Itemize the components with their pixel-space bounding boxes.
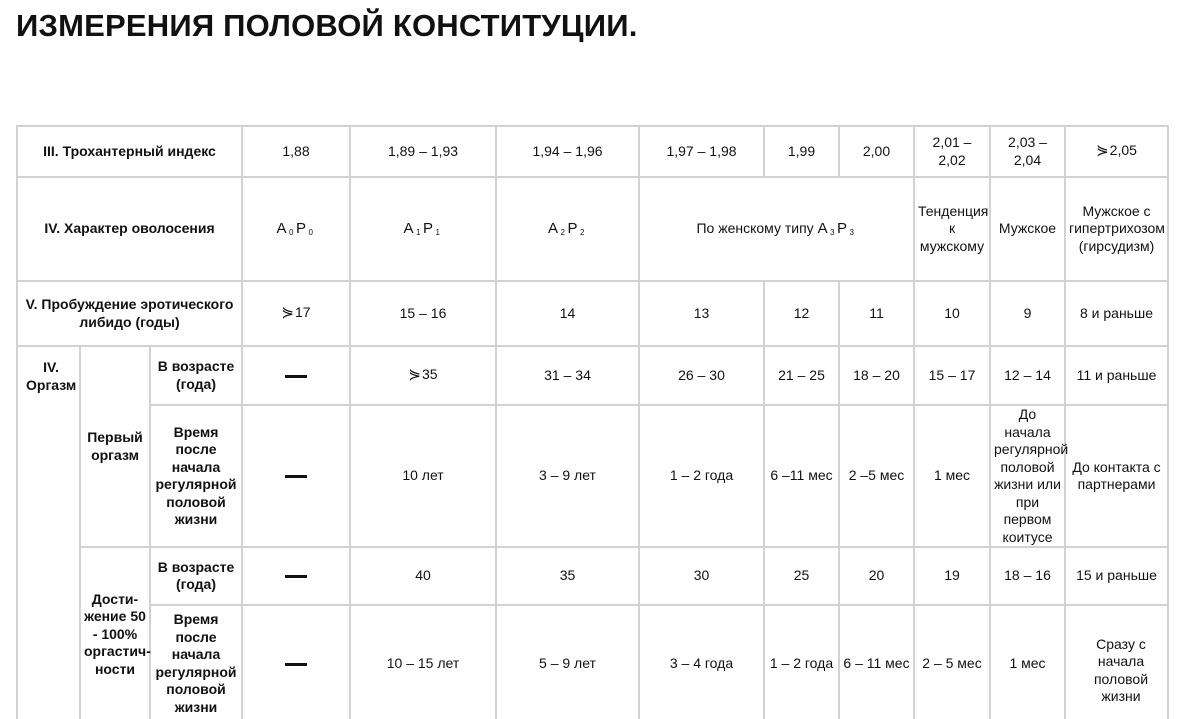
table-cell: 15 и раньше — [1065, 547, 1168, 605]
table-cell: 1 мес — [914, 405, 990, 547]
table-cell: Тенденция к мужскому — [914, 177, 990, 281]
table-cell: 10 — [914, 281, 990, 346]
libido-label: V. Пробуждение эротического либидо (годы) — [17, 281, 242, 346]
table-row-first-time — [17, 405, 1168, 547]
table-cell: 1,94 – 1,96 — [496, 126, 639, 177]
gte-icon: ⋟ — [1096, 142, 1109, 160]
table-cell: 3 – 4 года — [639, 605, 764, 719]
formula-a0p0: A $_0$ P $_0$ — [276, 219, 314, 237]
table-cell: 13 — [639, 281, 764, 346]
formula-a2p2: A $_2$ P $_2$ — [548, 219, 585, 237]
table-cell: 1 – 2 года — [639, 405, 764, 547]
table-cell: 2 – 5 мес — [914, 605, 990, 719]
table-cell: 21 – 25 — [764, 346, 839, 405]
table-cell: 1,88 — [242, 126, 350, 177]
table-cell: 20 — [839, 547, 914, 605]
table-cell: До начала регулярной половой жизни или при первом коитусе — [990, 405, 1065, 547]
table-cell: 8 и раньше — [1065, 281, 1168, 346]
table-row-reach-age — [17, 547, 1168, 605]
dash-icon — [285, 575, 307, 578]
table-cell: 18 – 20 — [839, 346, 914, 405]
table-cell: 10 – 15 лет — [350, 605, 496, 719]
table-row-libido — [17, 281, 1168, 346]
first-time-label: Время после начала регулярной половой жизни — [150, 405, 242, 547]
table-cell: 30 — [639, 547, 764, 605]
table-cell: 2,03 – 2,04 — [990, 126, 1065, 177]
table-cell: Сразу с начала половой жизни — [1065, 605, 1168, 719]
table-cell: ⋟35 — [350, 346, 496, 405]
table-cell-female-type: По женскому типу A $_3$ P $_3$ — [639, 177, 914, 281]
table-cell — [350, 177, 496, 281]
table-cell: 2,01 – 2,02 — [914, 126, 990, 177]
table-cell: 25 — [764, 547, 839, 605]
table-cell: 15 – 16 — [350, 281, 496, 346]
formula-a3p3: A $_3$ P $_3$ — [817, 219, 855, 237]
orgasm-label: IV. Оргазм — [17, 346, 80, 719]
table-cell: 26 – 30 — [639, 346, 764, 405]
table-cell: 2,00 — [839, 126, 914, 177]
table-cell: 12 – 14 — [990, 346, 1065, 405]
table-cell: 10 лет — [350, 405, 496, 547]
table-row-hair — [17, 177, 1168, 281]
table-cell: 1,99 — [764, 126, 839, 177]
table-cell: Мужское с гипертрихозом (гирсудизм) — [1065, 177, 1168, 281]
table-cell: 35 — [496, 547, 639, 605]
table-cell: 1,97 – 1,98 — [639, 126, 764, 177]
table-cell: 9 — [990, 281, 1065, 346]
table-cell: До контакта с партнерами — [1065, 405, 1168, 547]
table-cell — [496, 177, 639, 281]
table-cell: 11 и раньше — [1065, 346, 1168, 405]
dash-icon — [285, 475, 307, 478]
table-cell: Мужское — [990, 177, 1065, 281]
table-cell: 31 – 34 — [496, 346, 639, 405]
table-cell: ⋟17 — [242, 281, 350, 346]
table-cell: 3 – 9 лет — [496, 405, 639, 547]
table-cell: 14 — [496, 281, 639, 346]
table-cell: 5 – 9 лет — [496, 605, 639, 719]
table-row-reach-time — [17, 605, 1168, 719]
reach-label: Дости-жение 50 - 100% оргастич-ности — [80, 547, 150, 719]
table-cell: 19 — [914, 547, 990, 605]
first-orgasm-label: Первый оргазм — [80, 346, 150, 547]
table-cell: 18 – 16 — [990, 547, 1065, 605]
first-age-label: В возрасте (года) — [150, 346, 242, 405]
hair-label: IV. Характер оволосения — [17, 177, 242, 281]
table-cell — [242, 405, 350, 547]
trochanter-label: III. Трохантерный индекс — [17, 126, 242, 177]
table-cell — [242, 605, 350, 719]
table-cell — [242, 346, 350, 405]
gte-icon: ⋟ — [408, 366, 421, 384]
table-cell: 6 – 11 мес — [839, 605, 914, 719]
dash-icon — [285, 375, 307, 378]
table-row-trochanter — [17, 126, 1168, 177]
table-cell: 11 — [839, 281, 914, 346]
table-cell: 6 –11 мес — [764, 405, 839, 547]
table-cell — [242, 547, 350, 605]
page-title: ИЗМЕРЕНИЯ ПОЛОВОЙ КОНСТИТУЦИИ. — [16, 8, 638, 43]
table-row-first-age — [17, 346, 1168, 405]
table-cell: 2 –5 мес — [839, 405, 914, 547]
reach-time-label: Время после начала регулярной половой жизни — [150, 605, 242, 719]
table-cell: 1,89 – 1,93 — [350, 126, 496, 177]
table-cell: 1 мес — [990, 605, 1065, 719]
dash-icon — [285, 663, 307, 666]
table-cell: 1 – 2 года — [764, 605, 839, 719]
table-cell: 40 — [350, 547, 496, 605]
constitution-table — [16, 125, 1169, 719]
table-cell — [242, 177, 350, 281]
table-cell: 15 – 17 — [914, 346, 990, 405]
formula-a1p1: A $_1$ P $_1$ — [403, 219, 441, 237]
reach-age-label: В возрасте (года) — [150, 547, 242, 605]
gte-icon: ⋟ — [281, 304, 294, 322]
table-cell: 12 — [764, 281, 839, 346]
table-cell: ⋟2,05 — [1065, 126, 1168, 177]
